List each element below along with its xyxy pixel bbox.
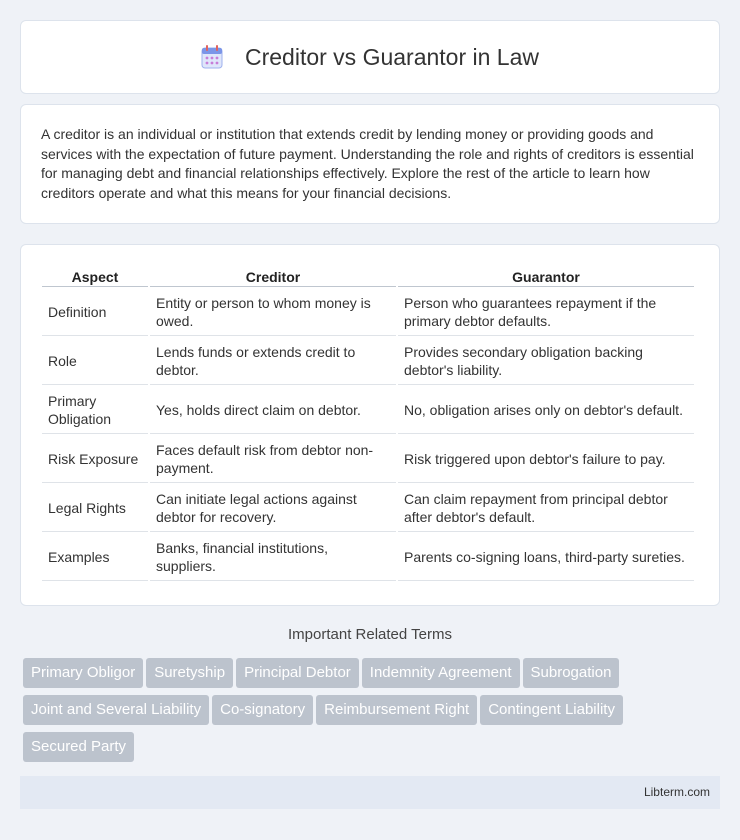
table-row	[42, 534, 694, 581]
term-chip[interactable]: Suretyship	[146, 658, 233, 688]
guarantor-cell: Person who guarantees repayment if the primary debtor defaults.	[398, 289, 694, 336]
term-chip[interactable]: Primary Obligor	[23, 658, 143, 688]
guarantor-cell: No, obligation arises only on debtor's default.	[398, 387, 694, 434]
term-chip[interactable]: Subrogation	[523, 658, 620, 688]
guarantor-cell: Risk triggered upon debtor's failure to pay.	[398, 436, 694, 483]
comparison-table	[40, 265, 696, 583]
footer-site-link[interactable]: Libterm.com	[643, 785, 710, 799]
calendar-icon	[201, 45, 223, 69]
intro-card	[20, 104, 720, 224]
page-title: Creditor vs Guarantor in Law	[244, 43, 539, 70]
guarantor-cell: Can claim repayment from principal debtor after debtor's default.	[398, 485, 694, 532]
creditor-cell: Yes, holds direct claim on debtor.	[150, 387, 396, 434]
aspect-cell: Definition	[42, 289, 148, 336]
header-card	[20, 20, 720, 94]
header-aspect: Aspect	[42, 267, 148, 287]
term-chip[interactable]: Joint and Several Liability	[23, 695, 209, 725]
table-row	[42, 289, 694, 336]
guarantor-cell: Provides secondary obligation backing debtor's liability.	[398, 338, 694, 385]
aspect-cell: Risk Exposure	[42, 436, 148, 483]
footer	[20, 776, 720, 809]
aspect-cell: Legal Rights	[42, 485, 148, 532]
creditor-cell: Faces default risk from debtor non-payment.	[150, 436, 396, 483]
term-chip[interactable]: Co-signatory	[212, 695, 313, 725]
header-guarantor: Guarantor	[398, 267, 694, 287]
intro-text: A creditor is an individual or institution that extends credit by lending money or providing goods and services with the expectation of future payment. Understanding the role and rights of creditors is essential for managing debt and financial relationships effectively. Explore the rest of the article to learn how creditors operate and what this means for your financial decisions.	[41, 126, 694, 201]
creditor-cell: Lends funds or extends credit to debtor.	[150, 338, 396, 385]
creditor-cell: Banks, financial institutions, suppliers.	[150, 534, 396, 581]
aspect-cell: Primary Obligation	[42, 387, 148, 434]
term-chip[interactable]: Contingent Liability	[480, 695, 623, 725]
comparison-card	[20, 244, 720, 606]
header-creditor: Creditor	[150, 267, 396, 287]
term-chip[interactable]: Secured Party	[23, 732, 134, 762]
related-terms-list	[23, 658, 723, 769]
aspect-cell: Examples	[42, 534, 148, 581]
creditor-cell: Can initiate legal actions against debtor for recovery.	[150, 485, 396, 532]
table-row	[42, 436, 694, 483]
table-row	[42, 387, 694, 434]
term-chip[interactable]: Reimbursement Right	[316, 695, 477, 725]
guarantor-cell: Parents co-signing loans, third-party sureties.	[398, 534, 694, 581]
table-row	[42, 485, 694, 532]
aspect-cell: Role	[42, 338, 148, 385]
term-chip[interactable]: Principal Debtor	[236, 658, 359, 688]
related-terms-title: Important Related Terms	[288, 626, 452, 643]
table-header-row	[42, 267, 694, 287]
table-row	[42, 338, 694, 385]
creditor-cell: Entity or person to whom money is owed.	[150, 289, 396, 336]
term-chip[interactable]: Indemnity Agreement	[362, 658, 520, 688]
